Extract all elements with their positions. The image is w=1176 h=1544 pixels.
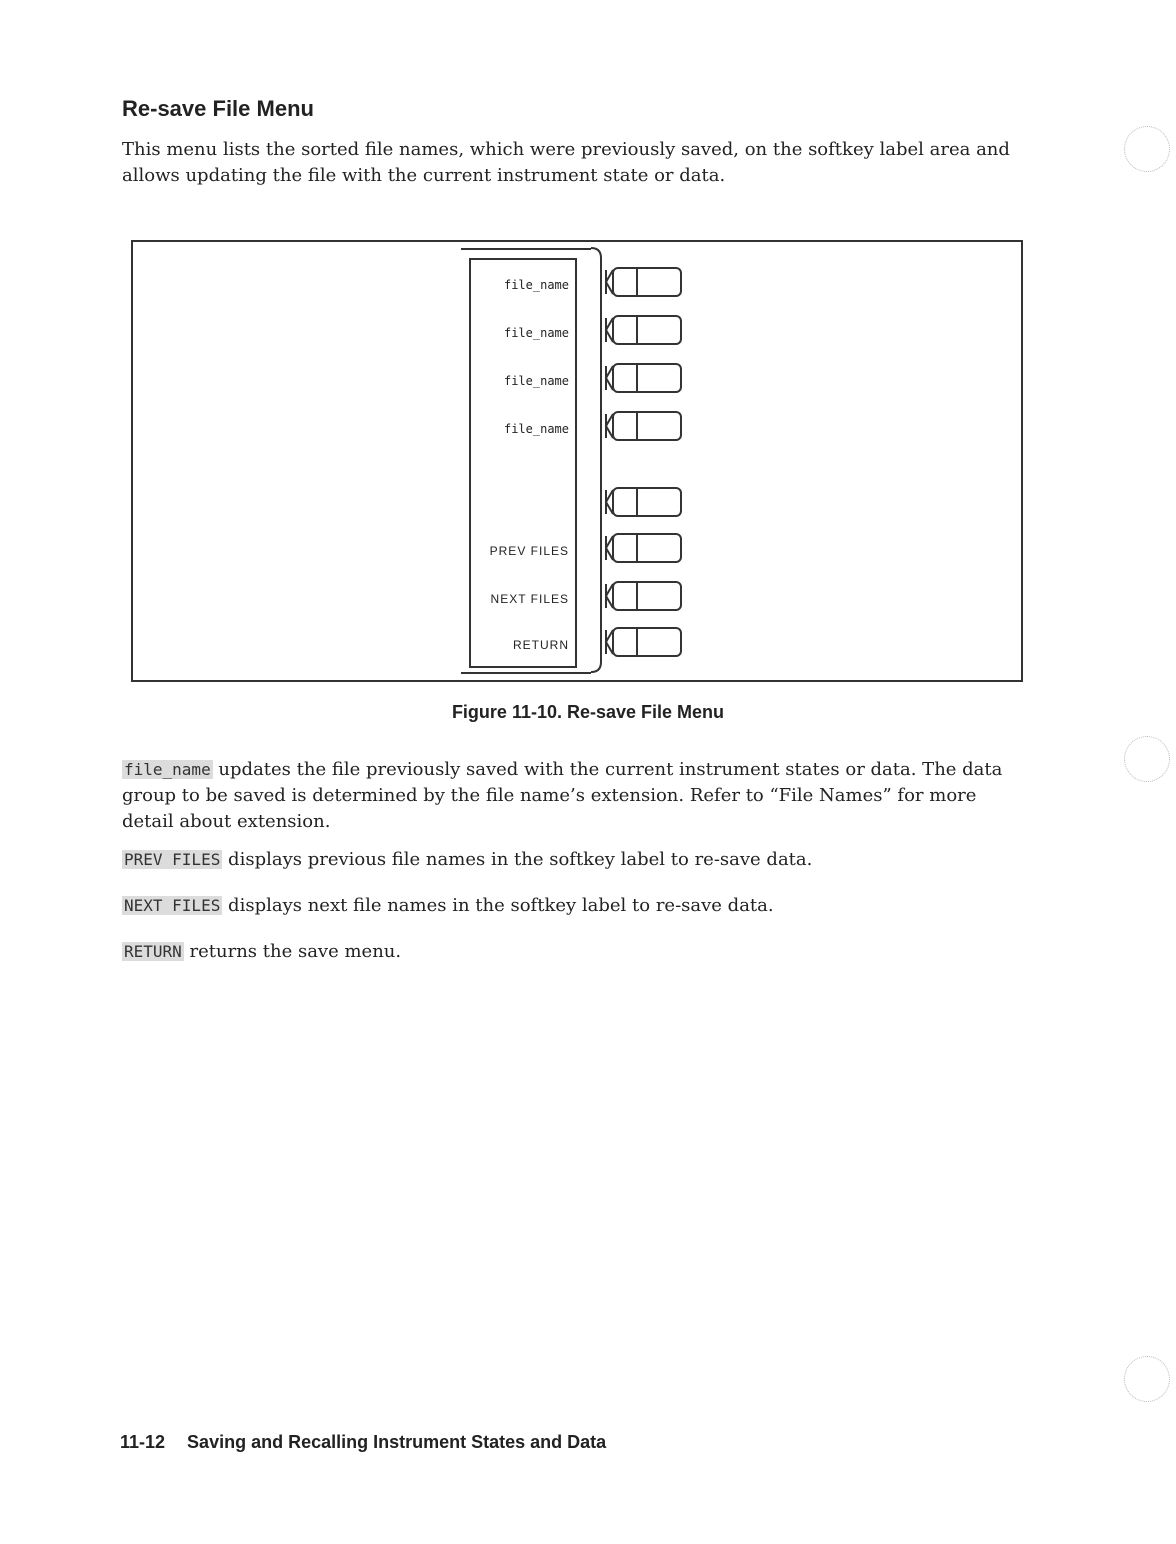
hardkey-5 — [606, 488, 681, 516]
hardkey-body — [613, 412, 681, 440]
binder-hole-middle — [1124, 736, 1170, 782]
softkey-menu-figure — [131, 240, 1023, 682]
hardkey-body — [613, 364, 681, 392]
screen-top-edge — [461, 248, 591, 250]
hardkey-pointer — [606, 630, 613, 654]
description-next-files — [122, 893, 1022, 919]
softkey-label-return: RETURN — [513, 638, 569, 652]
chapter-title: Saving and Recalling Instrument States and Data — [187, 1432, 607, 1452]
hardkey-pointer — [606, 270, 613, 294]
softkey-label-2: file_name — [503, 326, 569, 340]
page-footer — [120, 1432, 606, 1453]
description-return — [122, 939, 1022, 965]
section-heading: Re-save File Menu — [122, 96, 314, 121]
hardkey-body — [613, 316, 681, 344]
hardkey-3 — [606, 364, 681, 392]
intro-paragraph: This menu lists the sorted file names, which were previously saved, on the softkey label area and allows updating the file with the current instrument state or data. — [122, 139, 1010, 186]
softkey-label-prev-files: PREV FILES — [489, 544, 569, 558]
hardkey-6 — [606, 534, 681, 562]
next-files-description: displays next file names in the softkey label to re-save data. — [222, 895, 774, 916]
hardkey-7 — [606, 582, 681, 610]
page-number: 11-12 — [120, 1432, 166, 1452]
binder-hole-bottom — [1124, 1356, 1170, 1402]
description-file-name — [122, 757, 1022, 835]
next-files-key: NEXT FILES — [124, 896, 221, 915]
figure-caption: Figure 11-10. Re-save File Menu — [451, 702, 725, 722]
softkey-label-4: file_name — [503, 422, 569, 436]
softkey-buttons — [591, 242, 711, 682]
hardkey-4 — [606, 412, 681, 440]
hardkey-pointer — [606, 414, 613, 438]
file-name-key: file_name — [124, 760, 211, 779]
prev-files-description: displays previous file names in the softkey label to re-save data. — [222, 849, 813, 870]
hardkey-pointer — [606, 584, 613, 608]
file-name-description: updates the file previously saved with the current instrument states or data. The data group to be saved is determined by the file name’s extension. Refer to “File Names” for more detail about extension. — [122, 759, 1003, 832]
softkey-label-3: file_name — [503, 374, 569, 388]
hardkey-body — [613, 582, 681, 610]
hardkey-pointer — [606, 366, 613, 390]
screen-bottom-edge — [461, 672, 591, 674]
hardkey-body — [613, 488, 681, 516]
return-description: returns the save menu. — [183, 941, 402, 962]
hardkey-body — [613, 268, 681, 296]
bezel-bracket — [591, 248, 601, 672]
hardkey-pointer — [606, 318, 613, 342]
softkey-label-area — [469, 258, 577, 668]
hardkey-pointer — [606, 536, 613, 560]
softkey-label-1: file_name — [503, 278, 569, 292]
hardkey-pointer — [606, 490, 613, 514]
return-key: RETURN — [124, 942, 182, 961]
hardkey-1 — [606, 268, 681, 296]
binder-hole-top — [1124, 126, 1170, 172]
hardkey-body — [613, 534, 681, 562]
hardkey-8 — [606, 628, 681, 656]
softkey-label-next-files: NEXT FILES — [490, 592, 569, 606]
description-prev-files — [122, 847, 1022, 873]
hardkey-body — [613, 628, 681, 656]
hardkey-2 — [606, 316, 681, 344]
prev-files-key: PREV FILES — [124, 850, 221, 869]
